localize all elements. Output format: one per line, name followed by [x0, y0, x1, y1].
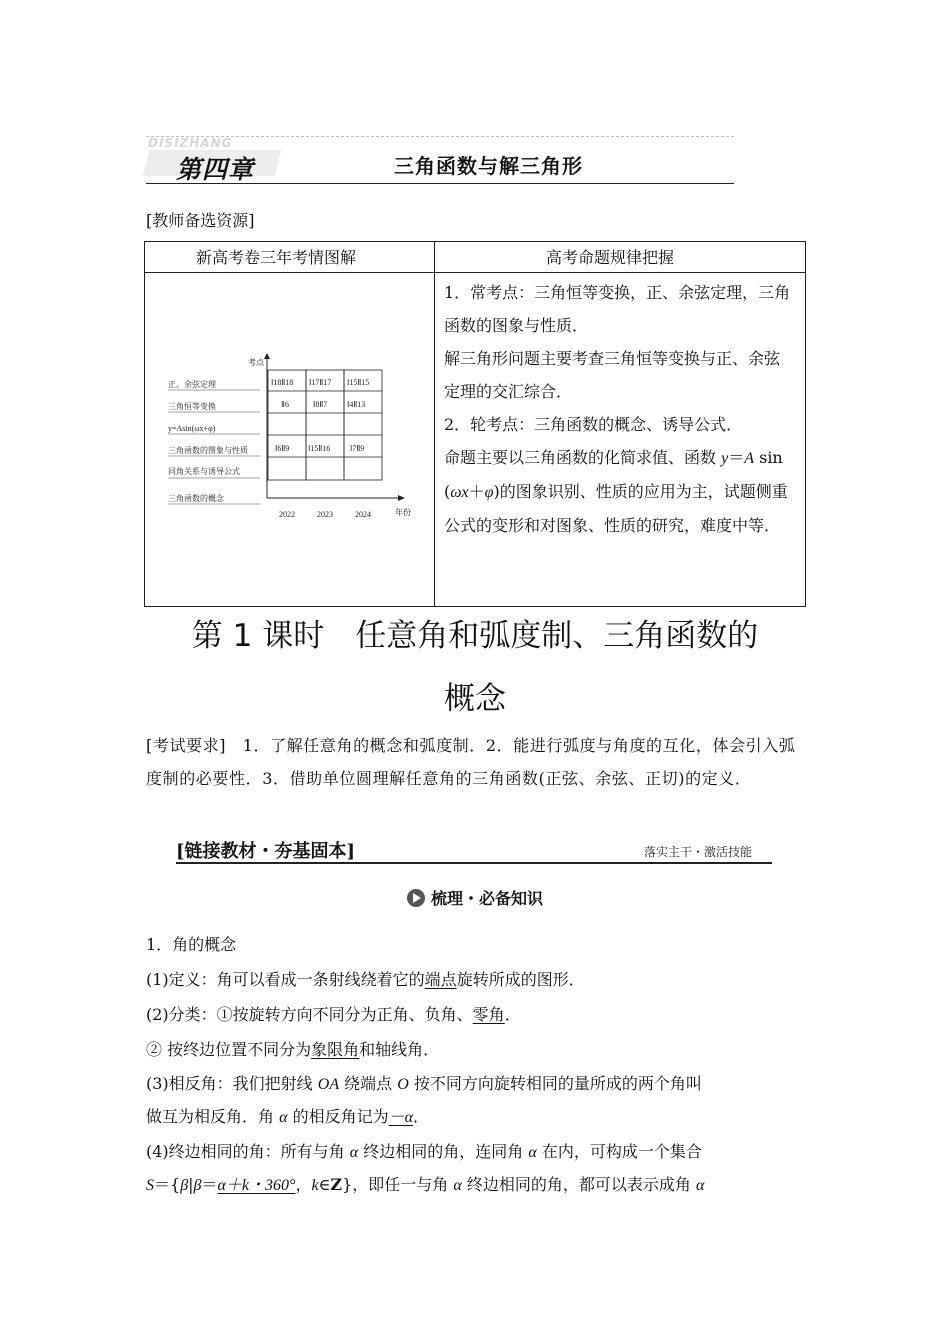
chart-row-label: y=Asin(ωx+φ) — [168, 424, 216, 433]
chart-y-arrow — [264, 353, 270, 359]
chart-x-arrow — [398, 495, 405, 501]
opposite-angle-line: (3)相反角：我们把射线 OA 绕端点 O 按不同方向旋转相同的量所成的两个角叫 — [146, 1074, 702, 1093]
chart-cell: Ⅰ17Ⅱ17 — [309, 378, 332, 387]
lesson-title-line2: 概念 — [444, 681, 506, 717]
chart-row-label: 正、余弦定理 — [168, 380, 216, 389]
rules-para-4: 命题主要以三角函数的化简求值、函数 y＝A sin (ωx＋φ)的图象识别、性质的应用为主，试题侧重公式的变形和对图象、性质的研究，难度中等． — [444, 448, 788, 535]
coterminal-angle-line: (4)终边相同的角：所有与角 α 终边相同的角，连同角 α 在内，可构成一个集合 — [146, 1142, 702, 1161]
chart-year-label: 2024 — [355, 510, 371, 519]
chart-cell: Ⅰ7Ⅱ9 — [350, 444, 365, 453]
rules-para-1: 1．常考点：三角恒等变换，正、余弦定理，三角函数的图象与性质． — [444, 283, 791, 335]
definition-line: (1)定义：角可以看成一条射线绕着它的端点旋转所成的图形． — [146, 970, 585, 989]
chart-row-label: 三角函数的图象与性质 — [168, 446, 248, 455]
table-header-col1: 新高考卷三年考情图解 — [196, 248, 357, 267]
exam-rules-text — [444, 276, 794, 542]
chart-cell: Ⅰ4Ⅱ13 — [347, 400, 366, 409]
lesson-title-line1: 第 1 课时 任意角和弧度制、三角函数的 — [191, 618, 759, 654]
exam-requirements-label: [考试要求] — [146, 736, 227, 755]
chart-cell: Ⅰ15Ⅱ16 — [308, 444, 331, 453]
section-banner-title: [链接教材・夯基固本] — [176, 841, 356, 862]
rules-para-2: 解三角形问题主要考查三角恒等变换与正、余弦定理的交汇综合． — [444, 349, 781, 401]
teacher-resource-label: [教师备选资源] — [146, 211, 255, 230]
chart-row-label: 同角关系与诱导公式 — [168, 467, 240, 476]
opposite-angle-line-2: 做互为相反角．角 α 的相反角记为－α． — [146, 1107, 430, 1126]
chart-row-label: 三角函数的概念 — [168, 494, 224, 503]
header-bottom-rule — [146, 183, 734, 184]
chapter-title: 三角函数与解三角形 — [394, 154, 583, 178]
section-1-heading: 1．角的概念 — [146, 935, 237, 954]
play-icon — [407, 889, 425, 907]
chart-cell: Ⅱ6 — [281, 400, 289, 409]
section-banner-subtitle: 落实主干・激活技能 — [644, 845, 753, 859]
exam-frequency-chart — [160, 345, 420, 525]
chart-year-label: 2022 — [279, 510, 295, 519]
exam-requirements-text: 1．了解任意角的概念和弧度制．2．能进行弧度与角度的互化，体会引入弧度制的必要性．3．借助单位圆理解任意角的三角函数(正弦、余弦、正切)的定义． — [146, 736, 796, 788]
chart-cell: Ⅰ15Ⅱ15 — [347, 378, 370, 387]
subsection-heading: 梳理・必备知识 — [0, 886, 950, 909]
exam-requirements — [146, 729, 806, 795]
table-column-divider — [434, 241, 435, 607]
header-top-rule — [146, 136, 734, 137]
chart-cell: Ⅰ6Ⅱ9 — [275, 444, 290, 453]
rules-para-3: 2．轮考点：三角函数的概念、诱导公式． — [444, 415, 743, 434]
chart-row-label: 三角恒等变换 — [168, 402, 216, 411]
table-header-divider — [144, 272, 806, 273]
table-header-col2: 高考命题规律把握 — [546, 248, 675, 267]
chart-year-label: 2023 — [317, 510, 333, 519]
chapter-pinyin: DISIZHANG — [148, 136, 233, 150]
chapter-label: 第四章 — [176, 155, 255, 184]
section-banner-rule — [176, 862, 772, 864]
chart-xlabel: 年份 — [395, 508, 411, 517]
classification-line: (2)分类：①按旋转方向不同分为正角、负角、零角． — [146, 1005, 521, 1024]
chart-ylabel: 考点 — [248, 358, 264, 367]
classification-line-2: ② 按终边位置不同分为象限角和轴线角． — [146, 1040, 440, 1059]
coterminal-set-line: S＝{β|β＝α＋k・360°，k∈Z}，即任一与角 α 终边相同的角，都可以表示成角 α — [146, 1175, 705, 1194]
chart-cell: Ⅰ8Ⅱ7 — [313, 400, 328, 409]
chart-cell: Ⅰ18Ⅱ18 — [271, 378, 294, 387]
